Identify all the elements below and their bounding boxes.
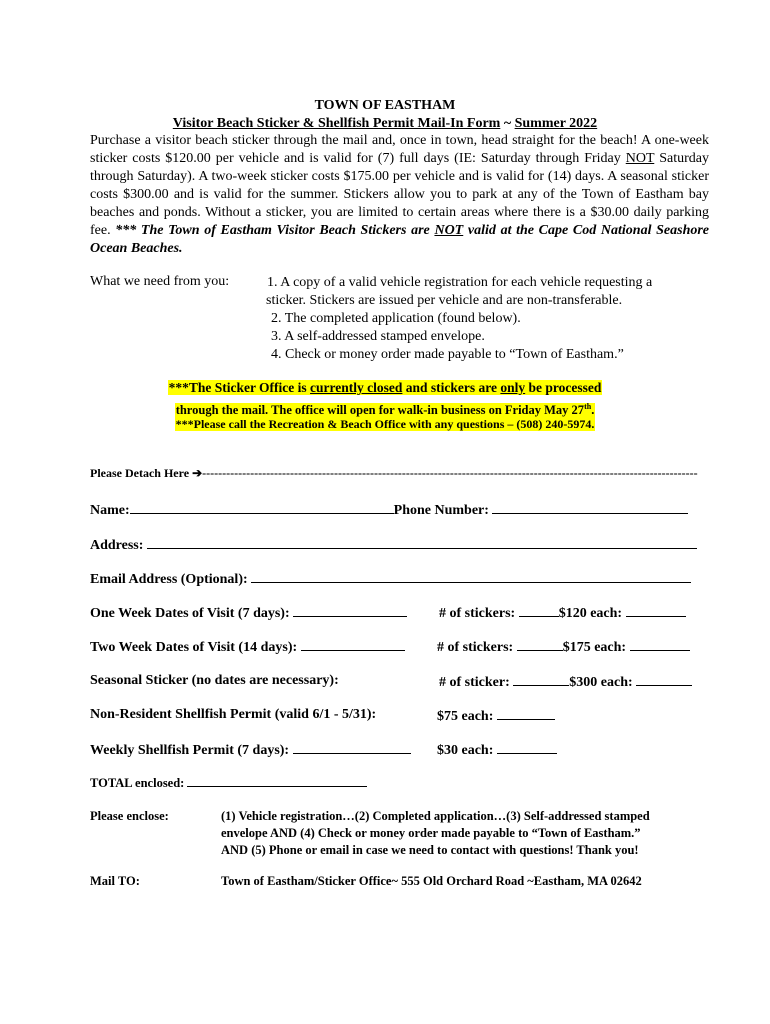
mail-to-address: Town of Eastham/Sticker Office~ 555 Old Orchard Road ~Eastham, MA 02642: [221, 874, 642, 888]
weekly-shellfish-row: [90, 741, 411, 759]
intro-emphasis-1: *** The Town of Eastham Visitor Beach Stickers are: [115, 223, 430, 238]
need-item-2: 2. The completed application (found below).: [271, 311, 521, 326]
seasonal-qty-field[interactable]: [513, 673, 569, 686]
need-item-1a: 1. A copy of a valid vehicle registration for each vehicle requesting a: [267, 275, 653, 290]
need-item-4: 4. Check or money order made payable to “Town of Eastham.”: [271, 347, 624, 362]
title-separator: ~: [503, 116, 512, 131]
intro-text-2: Saturday through Saturday). A two-week sticker costs $175.00 per vehicle and is valid for (14) days. A seasonal sticker costs $300.00 and is valid for the summer. Stickers allow you to park at any of the Town of Eastham bay beaches and ponds. Without a sticker, you are limited to certain areas where there is a $30.00 daily parking fee.: [90, 151, 710, 238]
total-field[interactable]: [187, 774, 367, 787]
notice-sup: th: [584, 402, 592, 411]
stickers-label: # of stickers:: [437, 640, 514, 655]
intro-not-2: NOT: [434, 223, 464, 238]
seasonal-qty-row: [439, 673, 692, 691]
email-label: Email Address (Optional):: [90, 572, 248, 587]
price-75-label: $75 each:: [437, 709, 494, 724]
two-week-qty-row: [437, 638, 690, 656]
email-row: [90, 570, 691, 588]
one-week-qty-field[interactable]: [519, 604, 559, 617]
one-week-label: One Week Dates of Visit (7 days):: [90, 606, 290, 621]
nonres-price-row: [437, 707, 555, 725]
detach-line: Please Detach Here ➔----------------------------------------------------------------------------------------------------------------------------: [90, 466, 698, 480]
intro-emphasis-2: valid at the Cape Cod National Seashore Ocean Beaches.: [90, 223, 710, 256]
form-title-line: [0, 116, 770, 132]
enclose-line-1: (1) Vehicle registration…(2) Completed application…(3) Self-addressed stamped: [221, 809, 650, 823]
enclose-line-3: AND (5) Phone or email in case we need to contact with questions! Thank you!: [221, 843, 639, 857]
two-week-row: [90, 638, 405, 656]
org-title: TOWN OF EASTHAM: [314, 98, 456, 113]
need-item-3: 3. A self-addressed stamped envelope.: [271, 329, 485, 344]
one-week-qty-row: [439, 604, 686, 622]
nonres-total-field[interactable]: [497, 707, 555, 720]
weekly-price-row: [437, 741, 557, 759]
enclose-list: [221, 808, 650, 859]
notice-closed: currently closed: [310, 380, 403, 395]
enclose-label: Please enclose:: [90, 809, 169, 823]
phone-field[interactable]: [492, 501, 688, 514]
price-120-label: $120 each:: [558, 606, 623, 621]
price-300-label: $300 each:: [569, 675, 633, 690]
seasonal-total-field[interactable]: [636, 673, 692, 686]
form-title: Visitor Beach Sticker & Shellfish Permit Mail-In Form: [172, 116, 501, 131]
email-field[interactable]: [251, 570, 691, 583]
stickers-label: # of stickers:: [439, 606, 516, 621]
weekly-shellfish-label: Weekly Shellfish Permit (7 days):: [90, 743, 290, 758]
season-label: Summer 2022: [514, 116, 598, 131]
nonres-shellfish-row: [90, 707, 376, 723]
notice-only: only: [500, 380, 526, 395]
notice-text: through the mail. The office will open for walk-in business on Friday May 27: [175, 403, 585, 418]
enclose-line-2: envelope AND (4) Check or money order made payable to “Town of Eastham.”: [221, 826, 641, 840]
one-week-dates-field[interactable]: [293, 604, 407, 617]
need-item-1b: sticker. Stickers are issued per vehicle and are non-transferable.: [266, 293, 623, 308]
one-week-total-field[interactable]: [626, 604, 686, 617]
two-week-dates-field[interactable]: [301, 638, 405, 651]
name-row: [90, 501, 688, 519]
two-week-label: Two Week Dates of Visit (14 days):: [90, 640, 298, 655]
address-label: Address:: [90, 538, 144, 553]
notice-text: .: [591, 403, 595, 418]
weekly-shellfish-dates-field[interactable]: [293, 741, 411, 754]
nonres-shellfish-label: Non-Resident Shellfish Permit (valid 6/1 - 5/31):: [90, 707, 377, 722]
sticker-label: # of sticker:: [439, 675, 510, 690]
seasonal-label: Seasonal Sticker (no dates are necessary):: [90, 673, 339, 688]
one-week-row: [90, 604, 407, 622]
seasonal-row: [90, 673, 339, 689]
address-field[interactable]: [147, 536, 697, 549]
address-row: [90, 536, 697, 554]
notice-line-3: [0, 415, 770, 433]
phone-label: Phone Number:: [393, 503, 489, 518]
total-label: TOTAL enclosed:: [90, 776, 185, 790]
intro-paragraph: [90, 132, 709, 258]
two-week-total-field[interactable]: [630, 638, 690, 651]
mail-to-label: Mail TO:: [90, 874, 140, 888]
notice-text: and stickers are: [402, 380, 501, 395]
name-label: Name:: [90, 503, 130, 518]
weekly-total-field[interactable]: [497, 741, 557, 754]
name-field[interactable]: [130, 501, 394, 514]
intro-text-1: Purchase a visitor beach sticker through the mail and, once in town, head straight for the beach! A one-week sticker costs $120.00 per vehicle and is valid for (7) full days (IE: Saturday through Friday: [90, 133, 709, 166]
total-row: [90, 774, 367, 791]
notice-text: ***The Sticker Office is: [168, 380, 311, 395]
two-week-qty-field[interactable]: [517, 638, 563, 651]
notice-text: ***Please call the Recreation & Beach Office with any questions – (508) 240-5974.: [175, 417, 595, 431]
intro-not-1: NOT: [625, 151, 655, 166]
notice-line-1: [0, 379, 770, 397]
price-30-label: $30 each:: [437, 743, 494, 758]
notice-text: be processed: [525, 380, 602, 395]
needs-label: What we need from you:: [90, 274, 230, 289]
price-175-label: $175 each:: [562, 640, 627, 655]
